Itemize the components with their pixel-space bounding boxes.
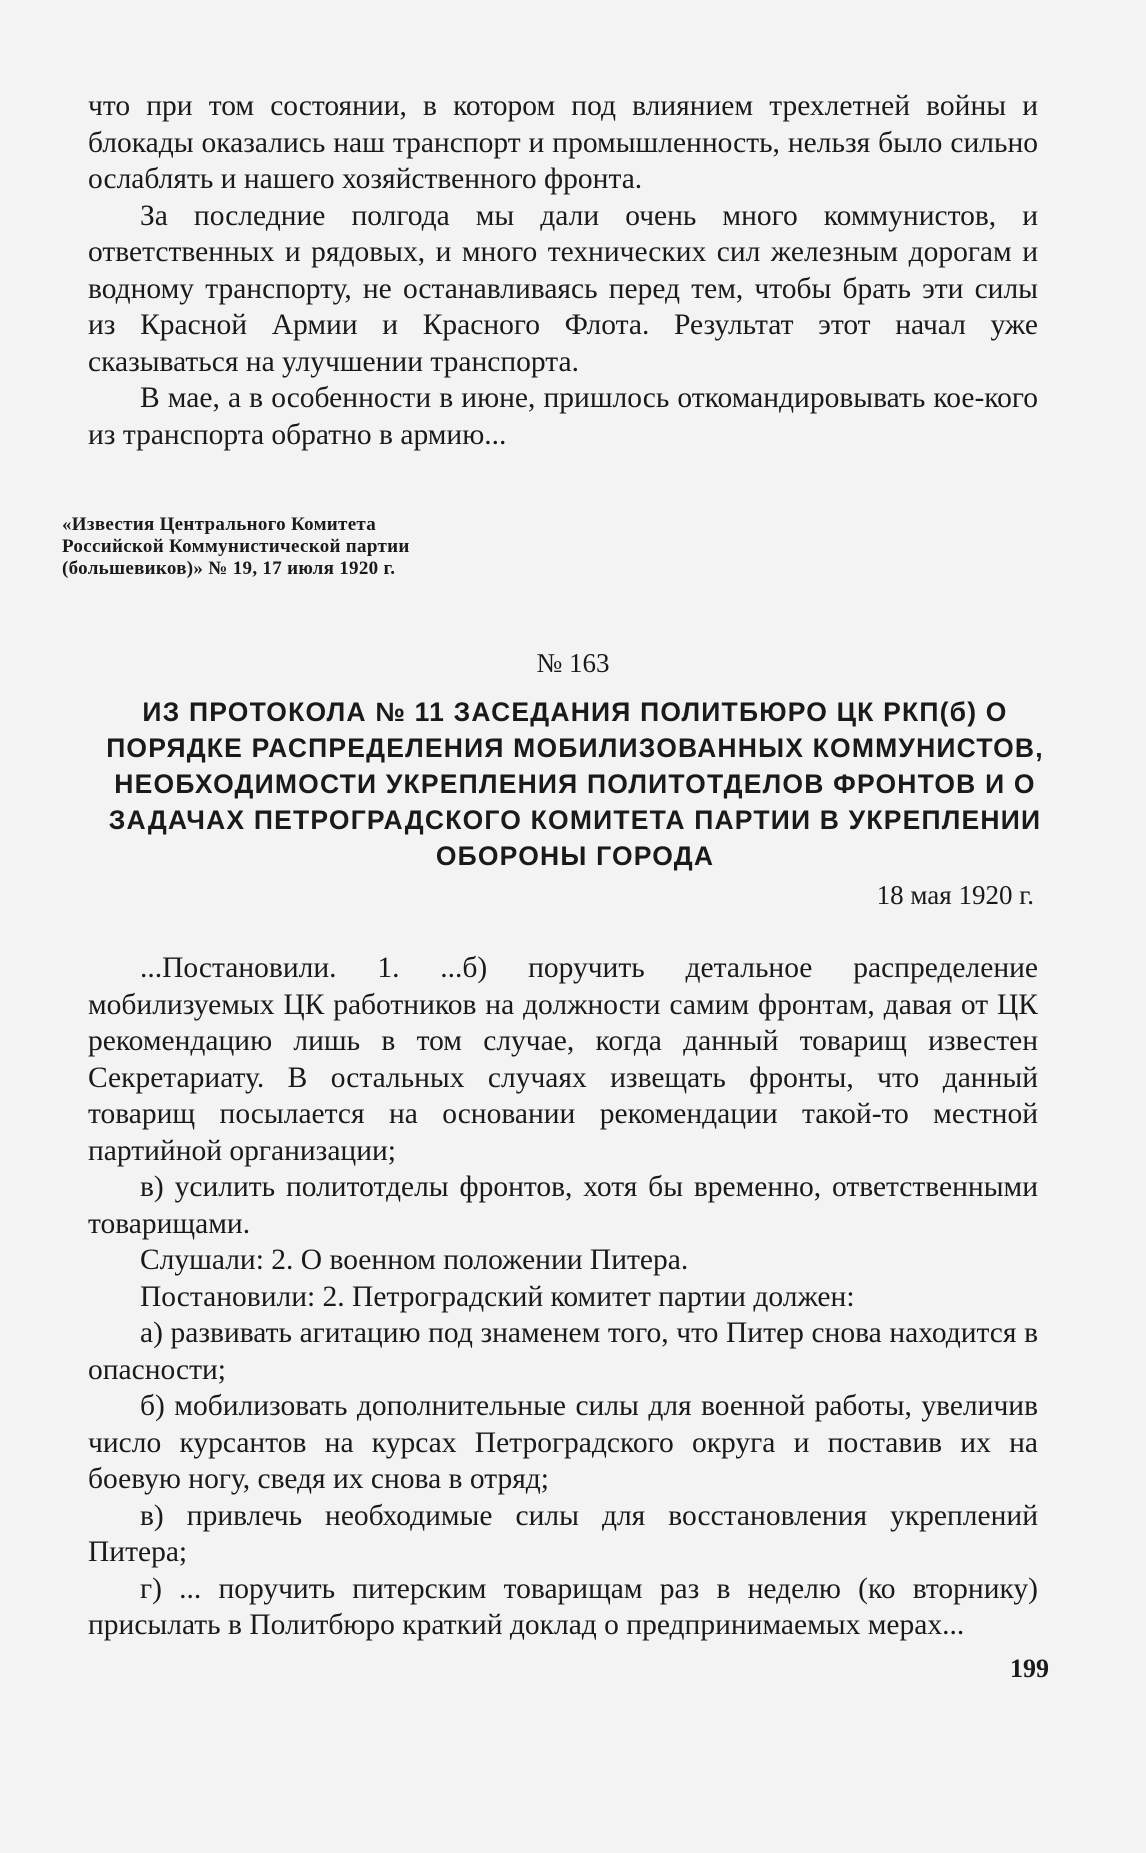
document-title: ИЗ ПРОТОКОЛА № 11 ЗАСЕДАНИЯ ПОЛИТБЮРО ЦК РКП(б) О ПОРЯДКЕ РАСПРЕДЕЛЕНИЯ МОБИЛИЗОВАННЫХ КОММУНИСТОВ, НЕОБХОДИМОСТИ УКРЕПЛЕНИЯ ПОЛИТОТДЕЛОВ ФРОНТОВ И О ЗАДАЧАХ ПЕТРОГРАДСКОГО КОМИТЕТА ПАРТИИ В УКРЕПЛЕНИИ ОБОРОНЫ ГОРОДА xyxy=(106,697,1044,871)
paragraph-slushali-2: Слушали: 2. О военном положении Питера. xyxy=(140,1244,689,1276)
paragraph-postanovili-1b: ...Постановили. 1. ...б) поручить детальное распределение мобилизуемых ЦК работников на должности самим фронтам, давая от ЦК рекомендацию лишь в том случае, когда данный товарищ известен Секретариату. В остальных случаях извещать фронты, что данный товарищ посылается на основании рекомендации такой-то местной партийной организации; xyxy=(88,952,1038,1167)
paragraph-otkomandirovat: В мае, а в особенности в июне, пришлось откомандировывать кое-кого из транспорта обратно в армию... xyxy=(88,382,1038,451)
protocol-text-block xyxy=(88,950,1038,1644)
continued-text-block xyxy=(88,88,1038,453)
document-date: 18 мая 1920 г. xyxy=(876,880,1034,910)
document-number: № 163 xyxy=(536,648,610,678)
paragraph-politotdely: в) усилить политотделы фронтов, хотя бы временно, ответственными товарищами. xyxy=(88,1171,1038,1240)
paragraph-postanovili-2: Постановили: 2. Петроградский комитет партии должен: xyxy=(140,1280,855,1313)
page-number: 199 xyxy=(1010,1654,1049,1683)
source-citation: «Известия Центрального Комитета Российской Коммунистической партии (большевиков)» № 19, 17 июля 1920 г. xyxy=(62,514,410,579)
paragraph-item-b: б) мобилизовать дополнительные силы для военной работы, увеличив число курсантов на курсах Петроградского округа и поставив их на боевую ногу, сведя их снова в отряд; xyxy=(88,1390,1038,1495)
paragraph-hozyaistvennyi-front: что при том состоянии, в котором под влиянием трехлетней войны и блокады оказались наш транспорт и промышленность, нельзя было сильно ослаблять и нашего хозяйственного фронта. xyxy=(88,90,1038,195)
paragraph-item-v: в) привлечь необходимые силы для восстановления укреплений Питера; xyxy=(88,1499,1038,1568)
paragraph-item-a: а) развивать агитацию под знаменем того, что Питер снова находится в опасности; xyxy=(88,1317,1038,1386)
paragraph-kommunisty-transport: За последние полгода мы дали очень много коммунистов, и ответственных и рядовых, и много технических сил железным дорогам и водному транспорту, не останавливаясь перед тем, чтобы брать эти силы из Красной Армии и Красного Флота. Результат этот начал уже сказываться на улучшении транспорта. xyxy=(88,199,1038,378)
paragraph-item-g: г) ... поручить питерским товарищам раз в неделю (ко вторнику) присылать в Политбюро краткий доклад о предпринимаемых мерах... xyxy=(88,1572,1038,1641)
